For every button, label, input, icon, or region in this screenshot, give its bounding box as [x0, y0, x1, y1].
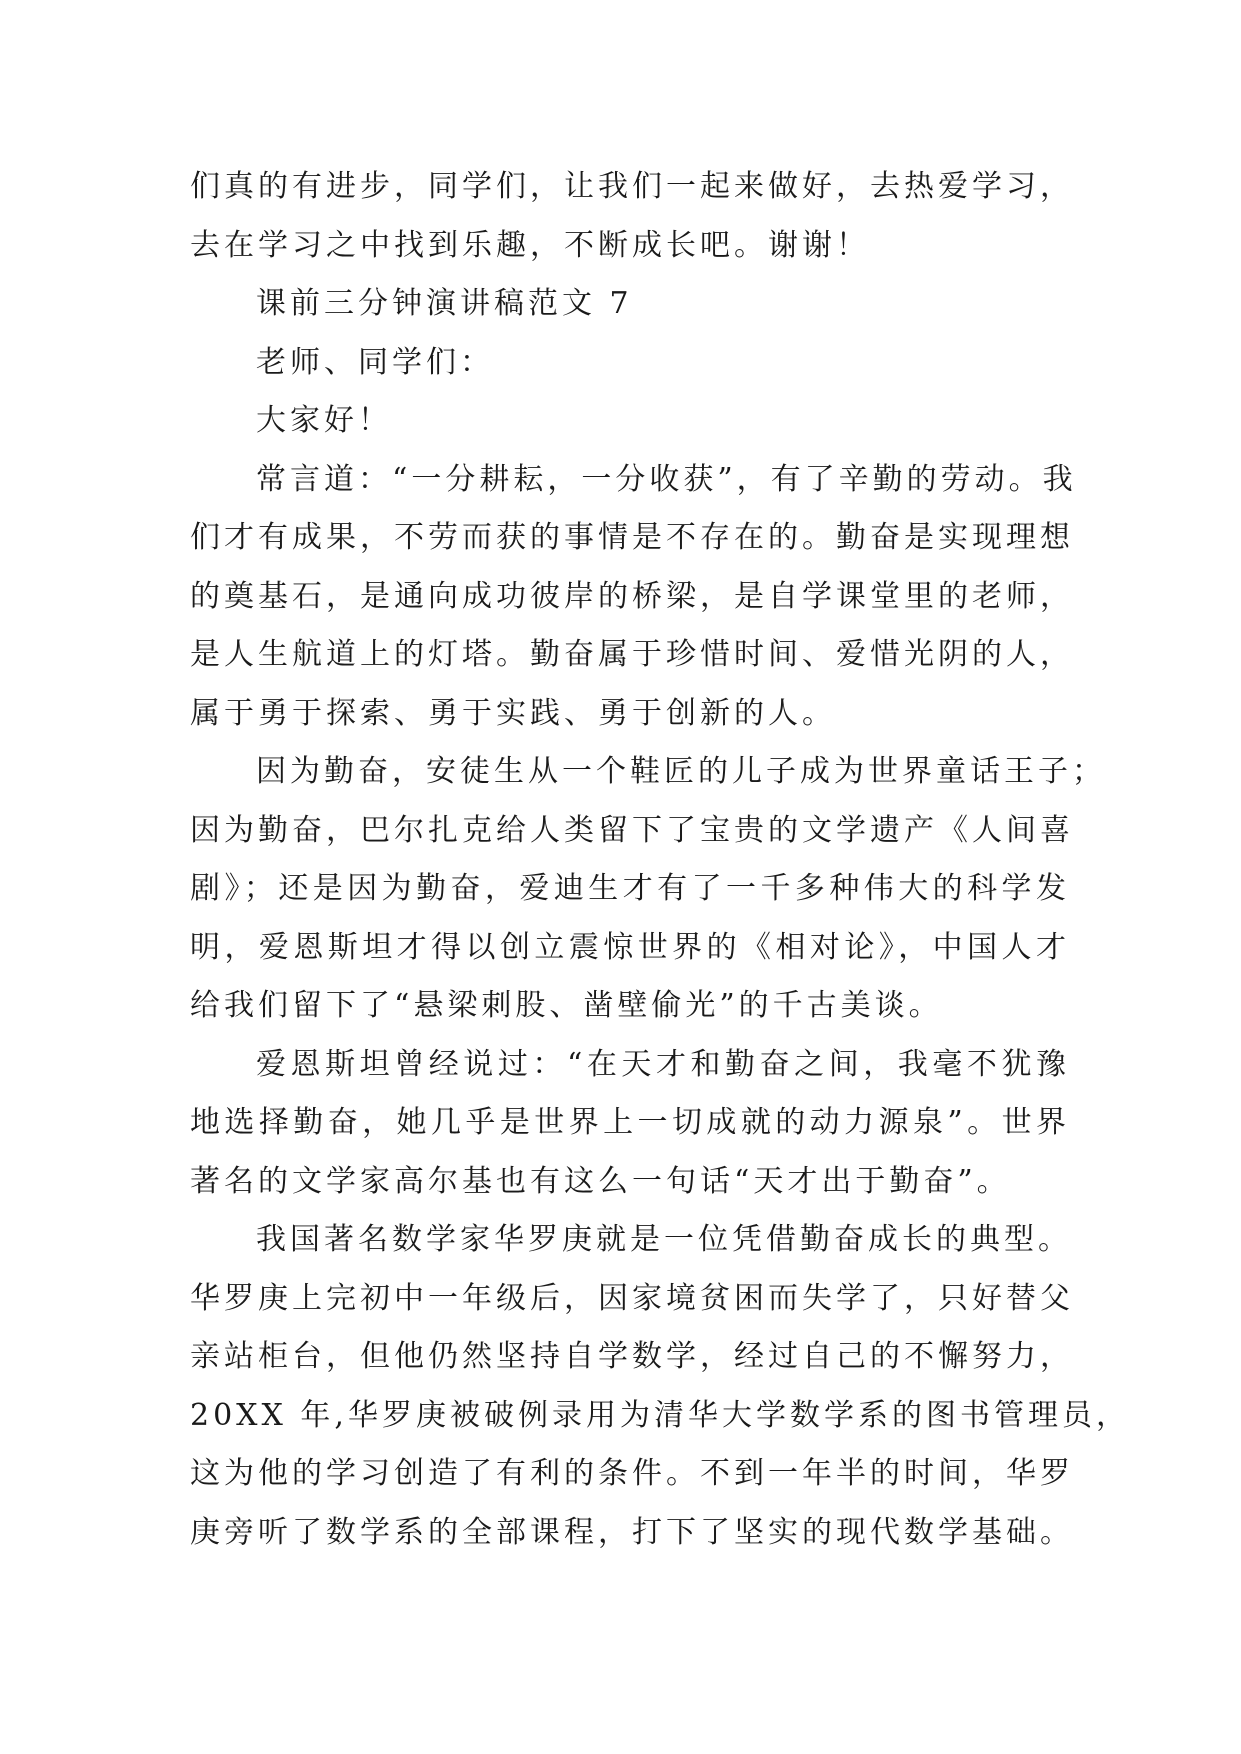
text-line: 亲站柜台，但他仍然坚持自学数学，经过自己的不懈努力，: [190, 1339, 1074, 1374]
text-line: 们真的有进步，同学们，让我们一起来做好，去热爱学习，: [190, 169, 1074, 204]
text-line: 去在学习之中找到乐趣，不断成长吧。谢谢！: [190, 227, 870, 263]
text-line: 属于勇于探索、勇于实践、勇于创新的人。: [190, 695, 836, 731]
document-body: [190, 158, 1130, 1562]
text-line: 这为他的学习创造了有利的条件。不到一年半的时间，华罗: [190, 1456, 1074, 1491]
text-line: 的奠基石，是通向成功彼岸的桥梁，是自学课堂里的老师，: [190, 578, 1074, 614]
text-line: 给我们留下了“悬梁刺股、凿壁偷光”的千古美谈。: [190, 988, 943, 1023]
text-line: 地选择勤奋，她几乎是世界上一切成就的动力源泉”。世界: [190, 1105, 1070, 1140]
text-line: 课前三分钟演讲稿范文 7: [256, 286, 633, 321]
text-line: 是人生航道上的灯塔。勤奋属于珍惜时间、爱惜光阴的人，: [190, 637, 1074, 672]
text-line: 华罗庚上完初中一年级后，因家境贫困而失学了，只好替父: [190, 1280, 1074, 1316]
text-line: 常言道：“一分耕耘，一分收获”，有了辛勤的劳动。我: [256, 461, 1077, 497]
text-line: 老师、同学们：: [256, 344, 494, 380]
text-line: 因为勤奋，巴尔扎克给人类留下了宝贵的文学遗产《人间喜: [190, 812, 1074, 848]
text-line: 爱恩斯坦曾经说过：“在天才和勤奋之间，我毫不犹豫: [256, 1046, 1070, 1082]
text-line: 明，爱恩斯坦才得以创立震惊世界的《相对论》，中国人才: [190, 929, 1070, 965]
text-line: 剧》；还是因为勤奋，爱迪生才有了一千多种伟大的科学发: [190, 871, 1070, 906]
text-line: 因为勤奋，安徒生从一个鞋匠的儿子成为世界童话王子；: [256, 754, 1106, 789]
text-line: 们才有成果，不劳而获的事情是不存在的。勤奋是实现理想: [190, 520, 1074, 555]
text-line: 大家好！: [256, 403, 392, 438]
text-line: 20XX 年,华罗庚被破例录用为清华大学数学系的图书管理员，: [190, 1397, 1130, 1433]
text-line: 我国著名数学家华罗庚就是一位凭借勤奋成长的典型。: [256, 1222, 1072, 1257]
text-line: 著名的文学家高尔基也有这么一句话“天才出于勤奋”。: [190, 1163, 1011, 1199]
text-line: 庚旁听了数学系的全部课程，打下了坚实的现代数学基础。: [190, 1514, 1074, 1550]
